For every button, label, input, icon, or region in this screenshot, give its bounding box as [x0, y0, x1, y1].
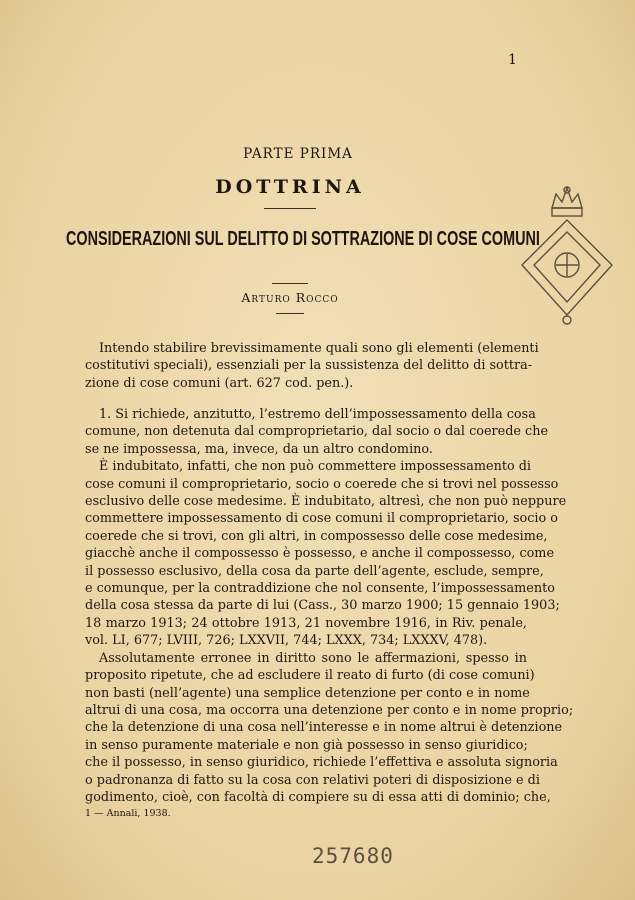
body-text	[85, 406, 574, 806]
footnote: 1 — Annali, 1938.	[85, 808, 171, 819]
article-title: CONSIDERAZIONI SUL DELITTO DI SOTTRAZIONE DI COSE COMUNI	[66, 228, 540, 250]
body_lines-line: che il possesso, in senso giuridico, richiede l’effettiva e assoluta signoria	[85, 755, 558, 771]
catalog-number: 257680	[312, 844, 394, 868]
rule-bottom	[276, 313, 304, 314]
body_lines-line: coerede che si trovi, con gli altri, in compossesso delle cose medesime,	[85, 528, 548, 544]
body_lines-line: È indubitato, infatti, che non può commettere impossessamento di	[99, 459, 532, 475]
body_lines-line: esclusivo delle cose medesime. È indubitato, altresì, che non può neppure	[85, 494, 567, 510]
intro_lines-line: Intendo stabilire brevissimamente quali sono gli elementi (elementi	[99, 341, 539, 356]
body_lines-line: comune, non detenuta dal comproprietario, dal socio o dal coerede che	[85, 424, 549, 440]
body_lines-line: 18 marzo 1913; 24 ottobre 1913, 21 novembre 1916, in Riv. penale,	[85, 615, 527, 631]
body_lines-line: Assolutamente erronee in diritto sono le affermazioni, spesso in	[99, 650, 527, 666]
page-number: 1	[508, 52, 517, 68]
body_lines-line: se ne impossessa, ma, invece, da un altro condomino.	[85, 441, 433, 457]
intro-paragraph	[85, 340, 539, 392]
body_lines-line: godimento, cioè, con facoltà di compiere su di essa atti di dominio; che,	[85, 789, 551, 805]
body_lines-line: cose comuni il comproprietario, socio o coerede che si trovi nel possesso	[85, 476, 559, 492]
body_lines-line: in senso puramente materiale e non già possesso in senso giuridico;	[85, 737, 528, 753]
rule-top	[264, 208, 316, 209]
body_lines-line: che la detenzione di una cosa nell’interesse e in nome altrui è detenzione	[85, 720, 563, 736]
intro_lines-line: costitutivi speciali), essenziali per la sussistenza del delitto di sottra-	[85, 358, 533, 374]
body_lines-line: il possesso esclusivo, della cosa da parte dell’agente, esclude, sempre,	[85, 563, 544, 579]
body_lines-line: proposito ripetute, che ad escludere il reato di furto (di cose comuni)	[85, 668, 535, 684]
body_lines-line: giacchè anche il compossesso è possesso, e anche il compossesso, come	[85, 546, 555, 562]
body_lines-line: 1. Si richiede, anzitutto, l’estremo dell’impossessamento della cosa	[99, 407, 536, 422]
section-heading: DOTTRINA	[215, 176, 365, 198]
body_lines-line: commettere impossessamento di cose comuni il comproprietario, socio o	[85, 511, 558, 527]
author-name: Arturo Rocco	[241, 290, 339, 305]
body_lines-line: della cosa stessa da parte di lui (Cass., 30 marzo 1900; 15 gennaio 1903;	[85, 598, 560, 614]
body_lines-line: o padronanza di fatto su la cosa con relativi poteri di disposizione e di	[85, 772, 540, 788]
library-stamp	[512, 180, 622, 330]
part-heading: PARTE PRIMA	[243, 146, 353, 162]
body_lines-line: e comunque, per la contraddizione che nol consente, l’impossessamento	[85, 581, 555, 597]
body_lines-line: non basti (nell’agente) una semplice detenzione per conto e in nome	[85, 685, 530, 701]
body_lines-line: vol. LI, 677; LVIII, 726; LXXVII, 744; LXXX, 734; LXXXV, 478).	[85, 633, 488, 649]
rule-middle	[272, 283, 308, 284]
intro_lines-line: zione di cose comuni (art. 627 cod. pen.).	[85, 375, 354, 391]
body_lines-line: altrui di una cosa, ma occorra una detenzione per conto e in nome proprio;	[85, 702, 574, 718]
